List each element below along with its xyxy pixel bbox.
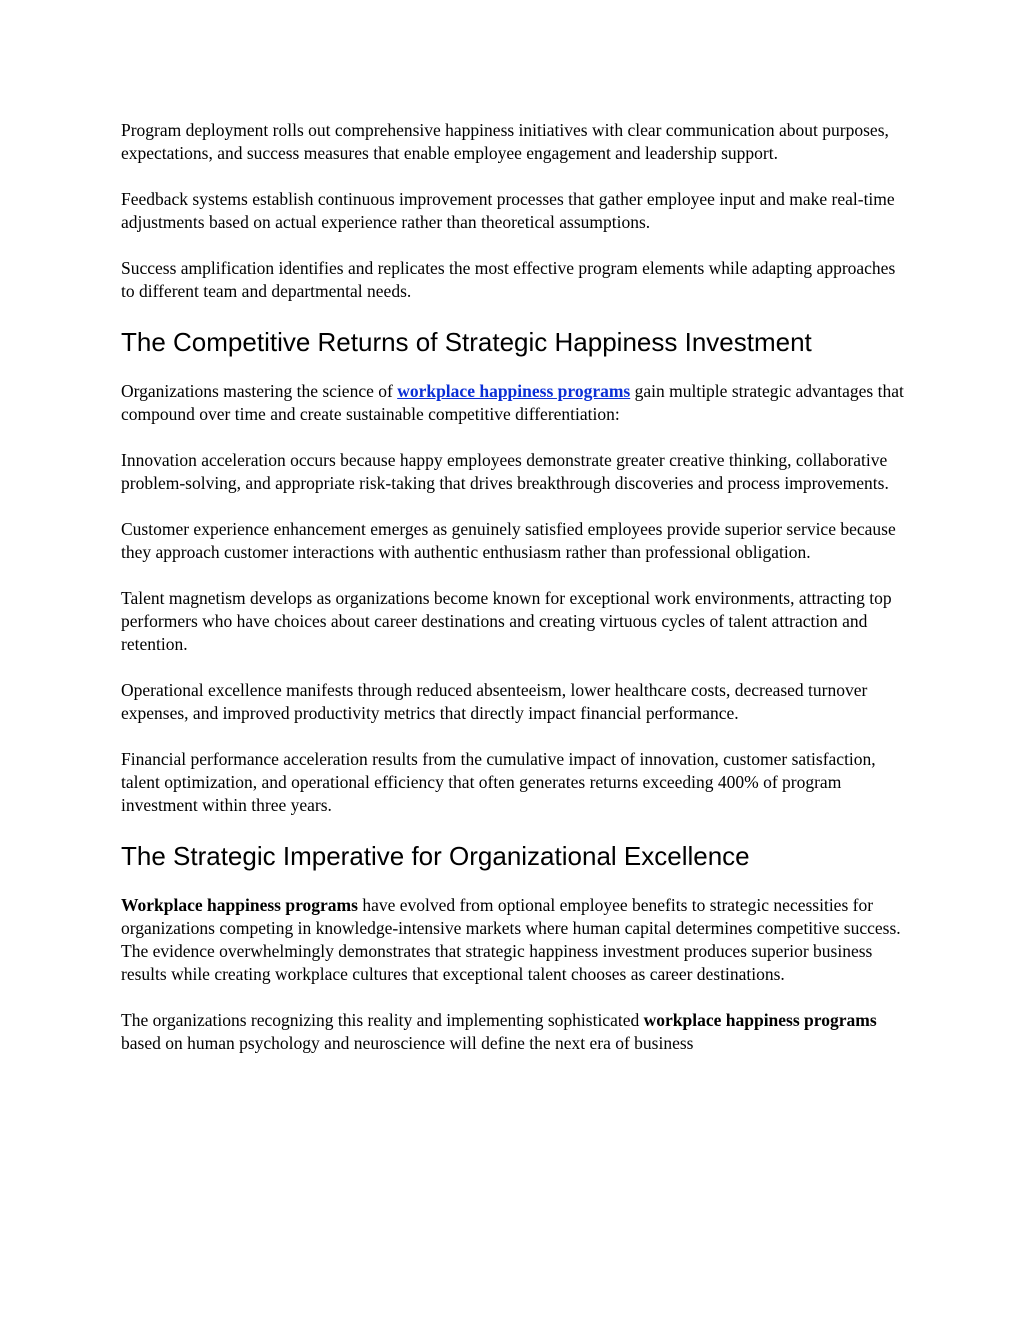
workplace-happiness-programs-link[interactable]: workplace happiness programs (397, 381, 631, 401)
paragraph-customer-experience: Customer experience enhancement emerges as genuinely satisfied employees provide superior service because they approach customer interactions with authentic enthusiasm rather than professional obligation. (121, 519, 896, 562)
paragraph-innovation-acceleration: Innovation acceleration occurs because happy employees demonstrate greater creative thinking, collaborative problem-solving, and appropriate risk-taking that drives breakthrough discoveries and process improvements. (121, 450, 889, 493)
lead-text-after: gain multiple strategic advantages that compound over time and create sustainable competitive differentiation: (121, 381, 904, 424)
paragraph-program-deployment: Program deployment rolls out comprehensive happiness initiatives with clear communication about purposes, expectations, and success measures that enable employee engagement and leadership support. (121, 120, 889, 163)
paragraph-organizations-recognizing (121, 1009, 911, 1055)
p1-rest-text: have evolved from optional employee benefits to strategic necessities for organizations competing in knowledge-intensive markets where human capital determines competitive success. The evidence overwhelmingly demonstrates that strategic happiness investment produces superior business results while creating workplace cultures that exceptional talent chooses as career destinations. (121, 895, 901, 984)
bold-workplace-happiness-programs-2: workplace happiness programs (643, 1010, 877, 1030)
p2-text-after: based on human psychology and neuroscience will define the next era of business (121, 1033, 694, 1053)
bold-workplace-happiness-programs: Workplace happiness programs (121, 895, 358, 915)
paragraph-financial-performance: Financial performance acceleration results from the cumulative impact of innovation, customer satisfaction, talent optimization, and operational efficiency that often generates returns exceeding 400% of program investment within three years. (121, 749, 876, 815)
paragraph-talent-magnetism: Talent magnetism develops as organizations become known for exceptional work environments, attracting top performers who have choices about career destinations and creating virtuous cycles of talent attraction and retention. (121, 588, 892, 654)
lead-text-before: Organizations mastering the science of (121, 381, 398, 401)
heading-strategic-imperative: The Strategic Imperative for Organizational Excellence (121, 841, 750, 871)
document-page (121, 119, 911, 1078)
paragraph-organizations-mastering (121, 380, 911, 426)
paragraph-workplace-happiness-evolved (121, 894, 911, 986)
paragraph-operational-excellence: Operational excellence manifests through reduced absenteeism, lower healthcare costs, decreased turnover expenses, and improved productivity metrics that directly impact financial performance. (121, 680, 868, 723)
paragraph-success-amplification: Success amplification identifies and replicates the most effective program elements while adapting approaches to different team and departmental needs. (121, 258, 896, 301)
paragraph-feedback-systems: Feedback systems establish continuous improvement processes that gather employee input and make real-time adjustments based on actual experience rather than theoretical assumptions. (121, 189, 895, 232)
heading-competitive-returns: The Competitive Returns of Strategic Happiness Investment (121, 327, 812, 357)
p2-text-before: The organizations recognizing this reality and implementing sophisticated (121, 1010, 644, 1030)
